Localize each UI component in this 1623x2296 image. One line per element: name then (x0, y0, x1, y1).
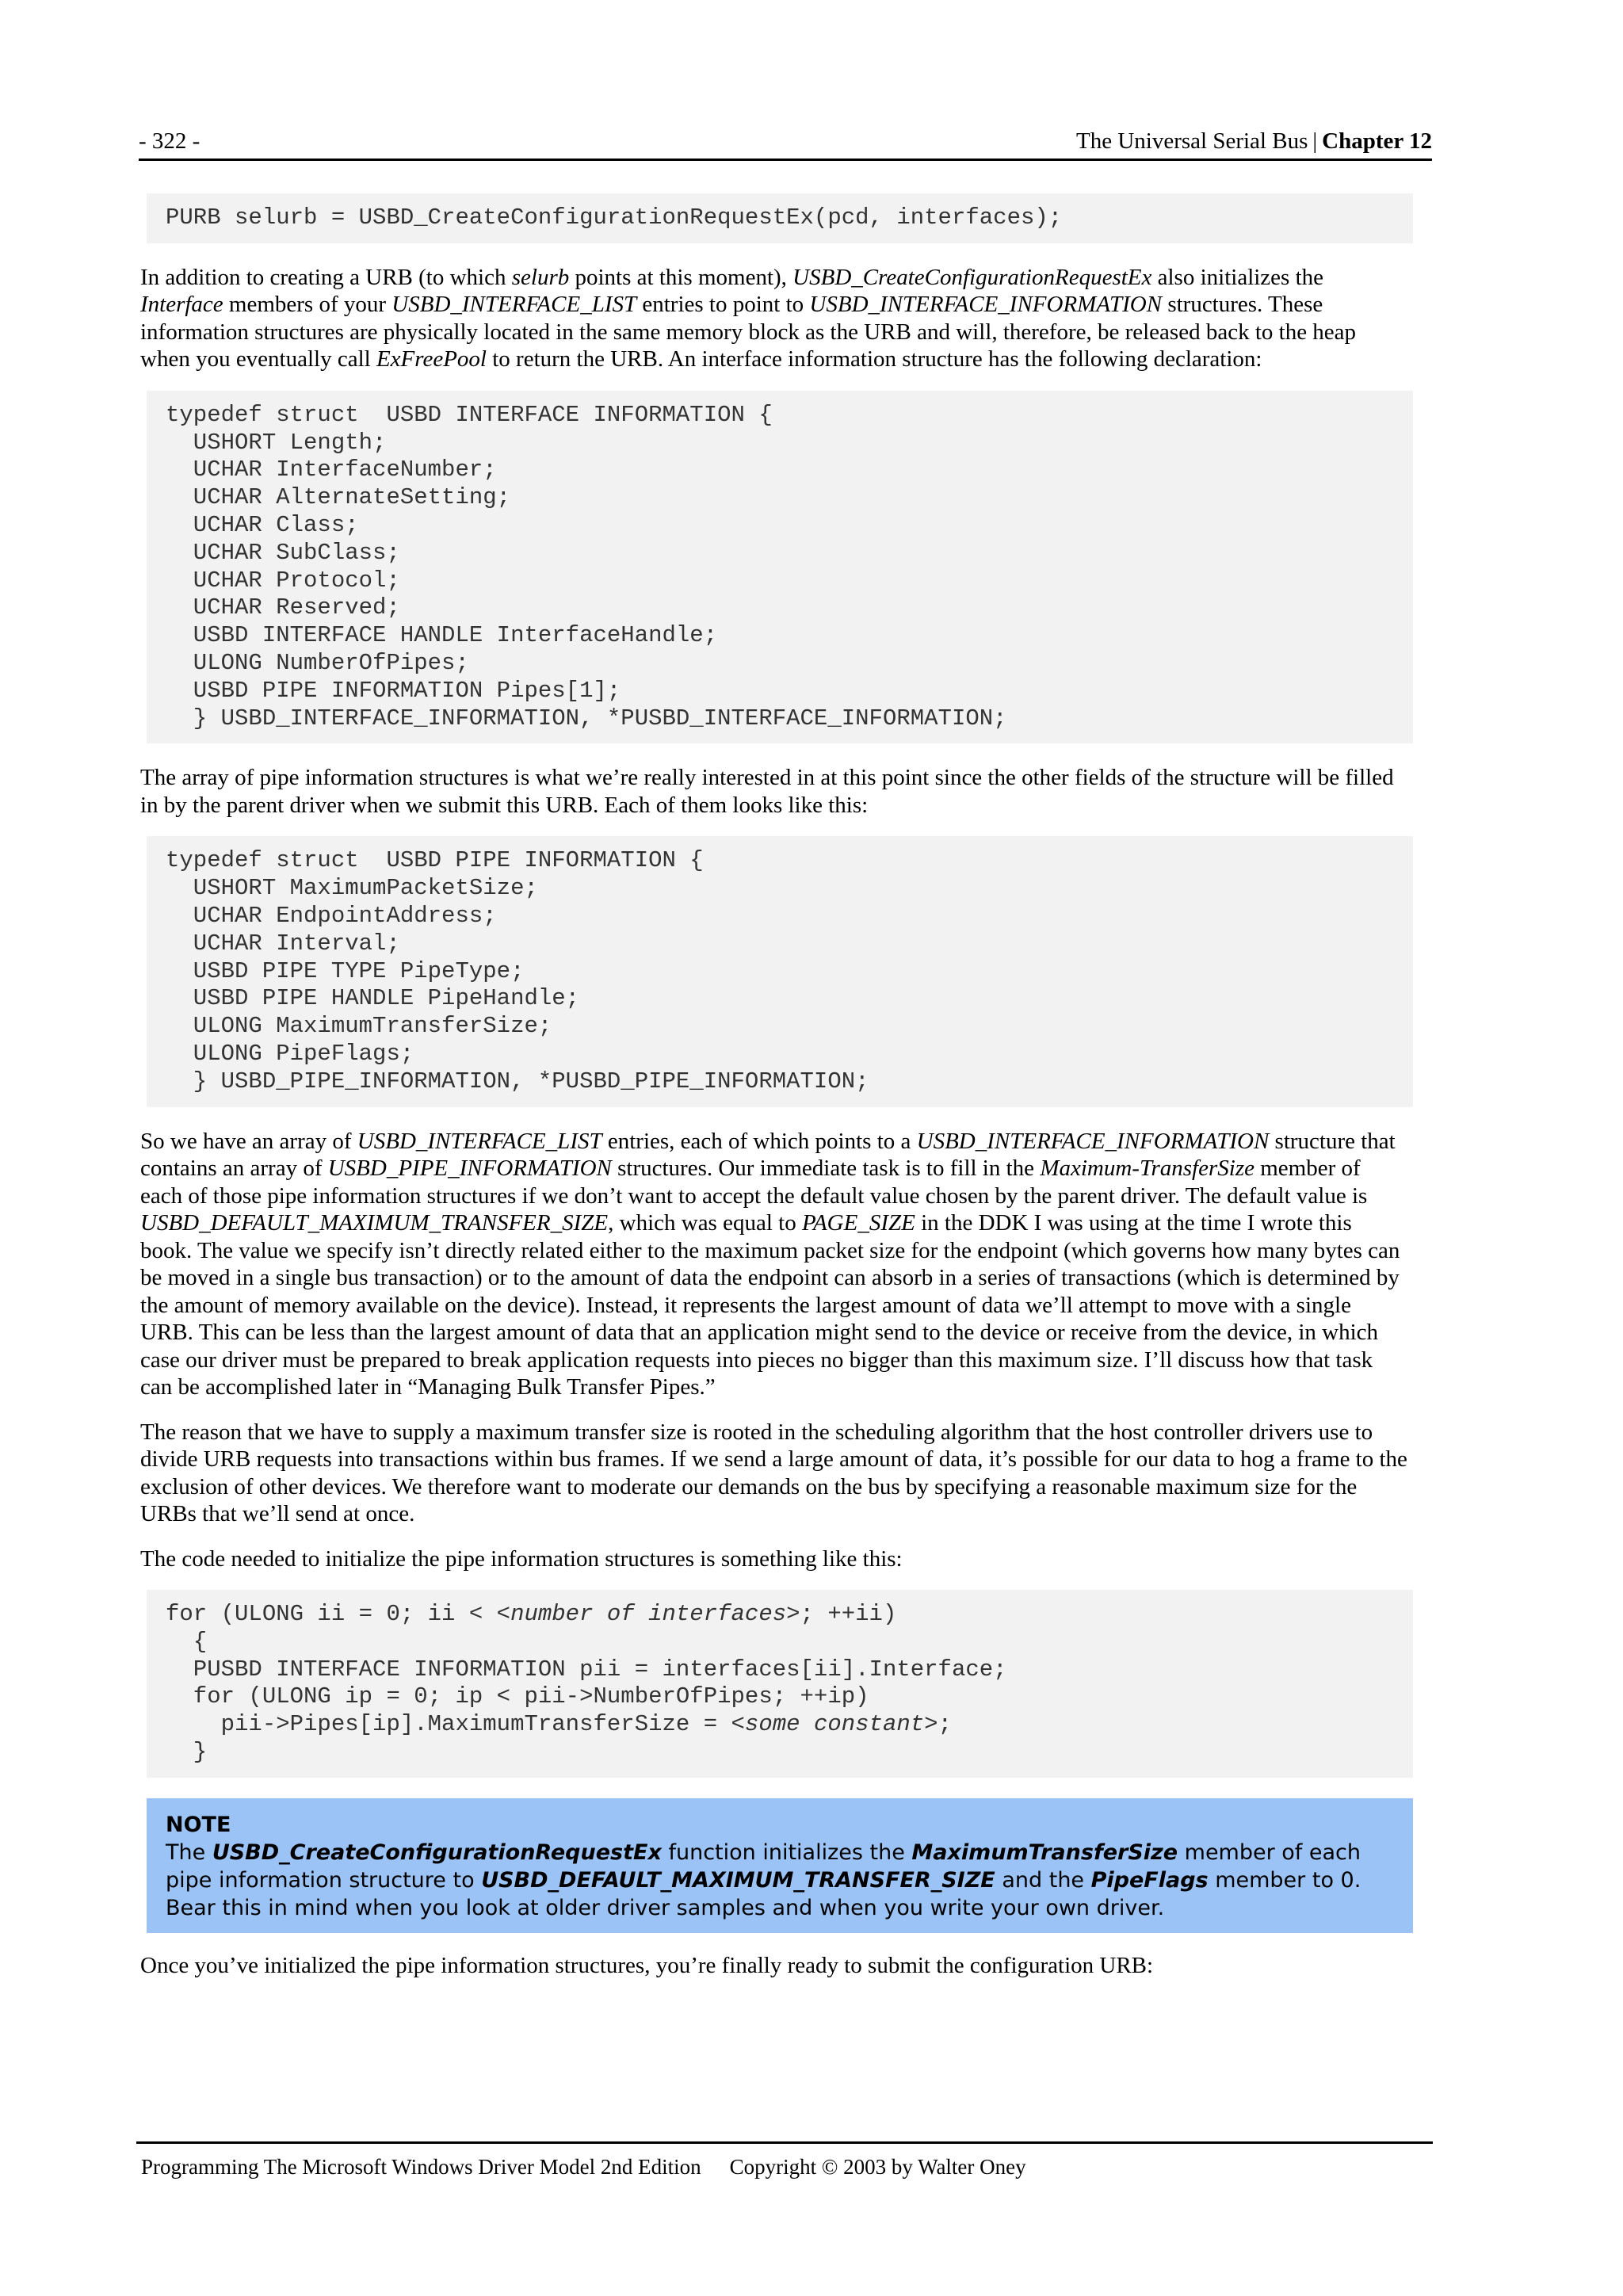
page-footer (136, 2141, 1433, 2180)
code-line: USHORT MaximumPacketSize; (166, 875, 538, 902)
page-body (140, 193, 1407, 1996)
code-line: } USBD_PIPE_INFORMATION, *PUSBD_PIPE_INFORMATION; (166, 1068, 869, 1095)
footer-book-title: Programming The Microsoft Windows Driver Model 2nd Edition (141, 2155, 701, 2179)
code-line: USBD PIPE TYPE PipeType; (166, 957, 525, 984)
page-header (139, 127, 1432, 161)
code-block-init-loop (147, 1590, 1413, 1778)
text-run: member to 0. Bear this in mind when you look at older driver samples and when you write your own driver. (166, 1867, 1361, 1920)
code-text: for (ULONG ii = 0; ii < (166, 1601, 497, 1628)
code-line: UCHAR Interval; (166, 930, 400, 957)
code-line: PUSBD INTERFACE INFORMATION pii = interfaces[ii].Interface; (166, 1656, 1007, 1683)
code-line: ULONG MaximumTransferSize; (166, 1013, 552, 1040)
italic-term: USBD_CreateConfigurationRequestEx (792, 264, 1152, 290)
running-title (1076, 127, 1432, 155)
note-callout (147, 1798, 1413, 1933)
code-line: USHORT Length; (166, 429, 387, 456)
code-placeholder: <some constant> (731, 1711, 938, 1738)
footer-copyright: Copyright © 2003 by Walter Oney (729, 2155, 1026, 2179)
text-run: member of each of those pipe information structures if we don’t want to accept the default value chosen by the parent driver. The default value is (140, 1156, 1368, 1209)
code-line: UCHAR Protocol; (166, 567, 400, 594)
code-line: PURB selurb = USBD_CreateConfigurationRequestEx(pcd, interfaces); (166, 204, 1063, 231)
code-line: UCHAR EndpointAddress; (166, 902, 497, 929)
code-block-pipe-information (147, 836, 1413, 1106)
code-placeholder: <number of interfaces> (496, 1601, 800, 1628)
chapter-label: Chapter 12 (1322, 128, 1432, 154)
text-run: members of your (223, 292, 392, 318)
text-run: structures. Our immediate task is to fill in the (611, 1156, 1041, 1182)
page-number: - 322 - (139, 128, 200, 154)
code-text: pii->Pipes[ip].MaximumTransferSize = (166, 1711, 731, 1738)
text-run: in the DDK I was using at the time I wrote this book. The value we specify isn’t directly related either to the maximum packet size for the endpoint (which governs how many bytes can be moved in a single bus transaction) or to the amount of data the endpoint can absorb in a series of transactions (which is determined by the amount of memory available on the device). Instead, it represents the largest amount of data we’ll attempt to move with a single URB. This can be less than the largest amount of data that an application might send to the device or receive from the device, in which case our driver must be prepared to break application requests into pieces no bigger than this maximum size. I’ll discuss how that task can be accomplished later in “Managing Bulk Transfer Pipes.” (140, 1210, 1400, 1400)
text-run: structures. These information structures are physically located in the same memory block as the URB and will, therefore, be released back to the heap when you eventually call (140, 292, 1357, 372)
text-run: , which was equal to (608, 1210, 802, 1236)
code-line: typedef struct USBD INTERFACE INFORMATION { (166, 401, 773, 428)
text-run: to return the URB. An interface information structure has the following declaration: (487, 346, 1262, 372)
code-line: UCHAR InterfaceNumber; (166, 457, 497, 483)
bold-term: USBD_DEFAULT_MAXIMUM_TRANSFER_SIZE (481, 1867, 995, 1893)
italic-term: USBD_INTERFACE_INFORMATION (916, 1128, 1270, 1154)
code-line (166, 1711, 1394, 1739)
italic-term: USBD_DEFAULT_MAXIMUM_TRANSFER_SIZE (140, 1210, 609, 1236)
paragraph-scheduling: The reason that we have to supply a maximum transfer size is rooted in the scheduling algorithm that the host controller drivers use to divide URB requests into transactions within bus frames. If we send a large amount of data, it’s possible for our data to hog a frame to the exclusion of other devices. We therefore want to moderate our demands on the bus by specifying a reasonable maximum size for the URBs that we’ll send at once. (140, 1419, 1407, 1527)
code-line: for (ULONG ip = 0; ip < pii->NumberOfPipes; ++ip) (166, 1683, 869, 1710)
code-line (166, 1601, 1394, 1629)
code-line: UCHAR Class; (166, 511, 359, 538)
paragraph-create-request (140, 264, 1408, 373)
code-line: } (166, 1739, 208, 1766)
italic-term: Interface (140, 292, 223, 318)
code-line: UCHAR Reserved; (166, 594, 400, 621)
text-run: points at this moment), (569, 264, 793, 290)
text-run: So we have an array of (140, 1128, 357, 1154)
text-run: structure that contains an array of (140, 1128, 1396, 1182)
header-separator: | (1312, 128, 1318, 154)
code-line: UCHAR AlternateSetting; (166, 484, 511, 511)
bold-term: PipeFlags (1090, 1867, 1209, 1893)
text-run: and the (995, 1867, 1091, 1893)
code-line: USBD PIPE HANDLE PipeHandle; (166, 985, 580, 1012)
italic-term: USBD_INTERFACE_INFORMATION (809, 292, 1163, 318)
italic-term: PAGE_SIZE (801, 1210, 915, 1236)
code-line: ULONG PipeFlags; (166, 1040, 414, 1067)
chapter-text: The Universal Serial Bus (1076, 128, 1308, 154)
code-block-create-request (147, 193, 1413, 243)
italic-term: USBD_INTERFACE_LIST (391, 292, 637, 318)
text-run: entries, each of which points to a (601, 1128, 917, 1154)
code-line: UCHAR SubClass; (166, 539, 400, 566)
code-block-interface-information (147, 391, 1413, 744)
text-run: entries to point to (636, 292, 810, 318)
code-line: USBD PIPE INFORMATION Pipes[1]; (166, 677, 621, 704)
code-text: ; (938, 1711, 952, 1738)
paragraph-maximum-transfer-size (140, 1128, 1408, 1401)
paragraph-pipe-array: The array of pipe information structures is what we’re really interested in at this point since the other fields of the structure will be filled in by the parent driver when we submit this URB. Each of them looks like this: (140, 765, 1394, 818)
italic-term: selurb (511, 264, 570, 290)
code-line: } USBD_INTERFACE_INFORMATION, *PUSBD_INTERFACE_INFORMATION; (166, 705, 1007, 732)
text-run: member of each pipe information structure to (166, 1839, 1361, 1893)
italic-term: USBD_PIPE_INFORMATION (327, 1156, 612, 1182)
code-line: { (166, 1628, 208, 1655)
code-line: ULONG NumberOfPipes; (166, 649, 469, 676)
italic-term: Maximum-TransferSize (1040, 1156, 1254, 1182)
bold-term: USBD_CreateConfigurationRequestEx (212, 1839, 662, 1865)
text-run: In addition to creating a URB (to which (140, 264, 512, 290)
italic-term: USBD_INTERFACE_LIST (357, 1128, 602, 1154)
code-text: ; ++ii) (800, 1601, 897, 1628)
italic-term: ExFreePool (376, 346, 487, 372)
text-run: also initializes the (1151, 264, 1324, 290)
note-title: NOTE (166, 1812, 231, 1837)
paragraph-submit: Once you’ve initialized the pipe information structures, you’re finally ready to submit the configuration URB: (140, 1952, 1154, 1978)
bold-term: MaximumTransferSize (911, 1839, 1178, 1865)
text-run: function initializes the (661, 1839, 912, 1865)
code-line: USBD INTERFACE HANDLE InterfaceHandle; (166, 622, 718, 649)
text-run: The (166, 1839, 212, 1865)
paragraph-code-intro: The code needed to initialize the pipe information structures is something like this: (140, 1545, 903, 1572)
code-line: typedef struct USBD PIPE INFORMATION { (166, 847, 704, 874)
